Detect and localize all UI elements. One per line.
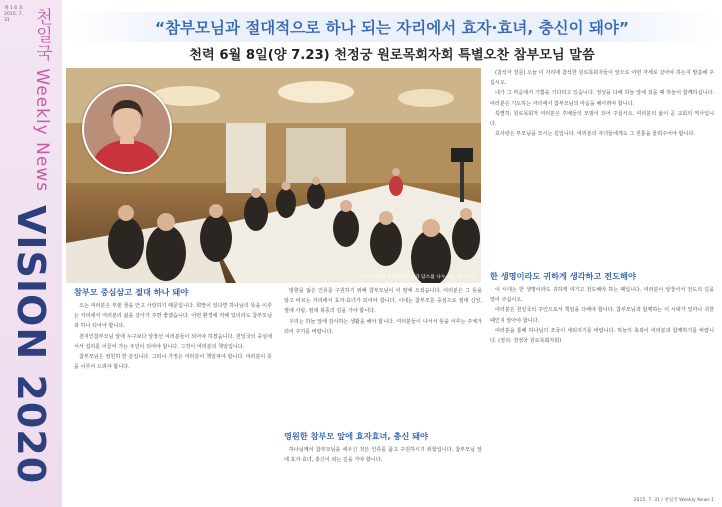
section-2 <box>284 430 482 465</box>
headline-banner <box>66 12 718 42</box>
paragraph: (참석자 질문) 오늘 이 자리에 참석한 원로목회자들이 앞으로 어떤 자세로 살아야 하는지 말씀해 주십시오. <box>490 70 714 87</box>
vision-logo-text: VISION 2020 <box>9 205 53 485</box>
section-heading-1: 참부모 중심삼고 절대 하나 돼야 <box>74 287 189 297</box>
paragraph: 방향을 잃은 인류를 구원하기 위해 참부모님이 이 땅에 오셨습니다. 여러분은 그 뜻을 알고 따르는 자리에서 효자·효녀가 되어야 합니다. 시대는 참부모를 중심으로 절대 신앙, 절대 사랑, 절대 복종의 길을 가야 합니다. <box>284 288 482 315</box>
masthead-title-text: 천일국 Weekly News <box>32 8 52 193</box>
masthead-sidebar <box>0 0 62 507</box>
column-3 <box>490 68 714 139</box>
paragraph: 참부모님은 영원히 한 분입니다. 그러나 가정은 여러분이 책임져야 합니다. 여러분이 뜻을 이루어 드려야 합니다. <box>74 354 272 371</box>
article-subtitle: 천력 6월 8일(양 7.23) 천정궁 원로목회자회 특별오찬 참부모님 말씀 <box>189 48 595 63</box>
paragraph: 우리는 하늘 앞에 감사하는 생활을 해야 합니다. 여러분들이 나서서 뜻을 이루는 주체가 되어 주기를 바랍니다. <box>284 318 482 335</box>
issue-info: 제 1 6 호 2015. 7. 31 <box>4 6 24 23</box>
column-1 <box>74 286 272 372</box>
section-heading-3: 한 생명이라도 귀하게 생각하고 전도해야 <box>490 271 636 281</box>
paragraph: 오는 여러분은 부푼 꿈을 안고 사랑하기 때문입니다. 희망이 있다면 하나님의 뜻을 이루는 자리에서 여러분의 삶을 살아가 주면 좋겠습니다. 어떤 환경에 처해 있더라도 참부모님과 하나 되어야 합니다. <box>74 303 272 330</box>
paragraph: 하나님께서 참부모님을 세우신 것은 인류를 품고 구원하시기 위함입니다. 참부모님 앞에 효자·효녀, 충신이 되는 길을 가야 합니다. <box>284 447 482 464</box>
section-3 <box>490 270 714 346</box>
portrait-figure <box>84 86 170 172</box>
vision-logo <box>6 205 56 500</box>
paragraph: 내가 그 마음에서 기쁨을 기다리고 있습니다. 정성을 다해 하늘 앞에 섰을 때 하늘이 함께하십니다. 여러분은 기도하는 자리에서 참부모님의 마음을 헤아려야 합니다. <box>490 90 714 107</box>
section-heading-2: 영원한 참부모 앞에 효자효녀, 충신 돼야 <box>284 431 428 441</box>
page-footer: 2015. 7. 31 / 천일국 Weekly News 1 <box>633 498 714 503</box>
headline: “참부모님과 절대적으로 하나 되는 자리에서 효자·효녀, 충신이 돼야” <box>154 19 630 37</box>
column-2 <box>284 286 482 337</box>
paragraph: 여러분을 통해 하나님의 조국이 세워지기를 바랍니다. 하늘의 축복이 여러분과 함께하기를 바랍니다. (정리: 천정궁 원로목회자회) <box>490 327 714 345</box>
paragraph: 천지인참부모님 앞에 누구보다 앞장선 여러분들이 되어야 하겠습니다. 천일국의 중심에 서서 섭리를 이끌어 가는 주인이 되어야 합니다. 그것이 여러분의 책임입니다. <box>74 333 272 350</box>
paragraph: 특별히, 원로목회자 여러분은 후배들의 모범이 되어 주십시오. 여러분의 삶이 곧 교회의 역사입니다. <box>490 110 714 128</box>
paragraph: 이 시대는 한 생명이라도 귀하게 여기고 전도해야 하는 때입니다. 여러분이 앞장서서 전도의 길을 열어 주십시오. <box>490 287 714 304</box>
masthead-title <box>30 8 60 198</box>
photo-caption: 오찬을 하며 원로목회자들과 담소를 나누시는 참어머님 <box>360 275 475 280</box>
paragraph: 효사랑은 부모님을 모시는 길입니다. 여러분의 자녀들에게도 그 전통을 물려주어야 합니다. <box>495 131 695 138</box>
paragraph: 여러분은 천일국의 주인으로서 책임을 다해야 합니다. 참부모님과 함께하는 이 시대가 얼마나 귀한 때인지 알아야 합니다. <box>490 307 714 324</box>
inset-portrait <box>82 84 172 174</box>
